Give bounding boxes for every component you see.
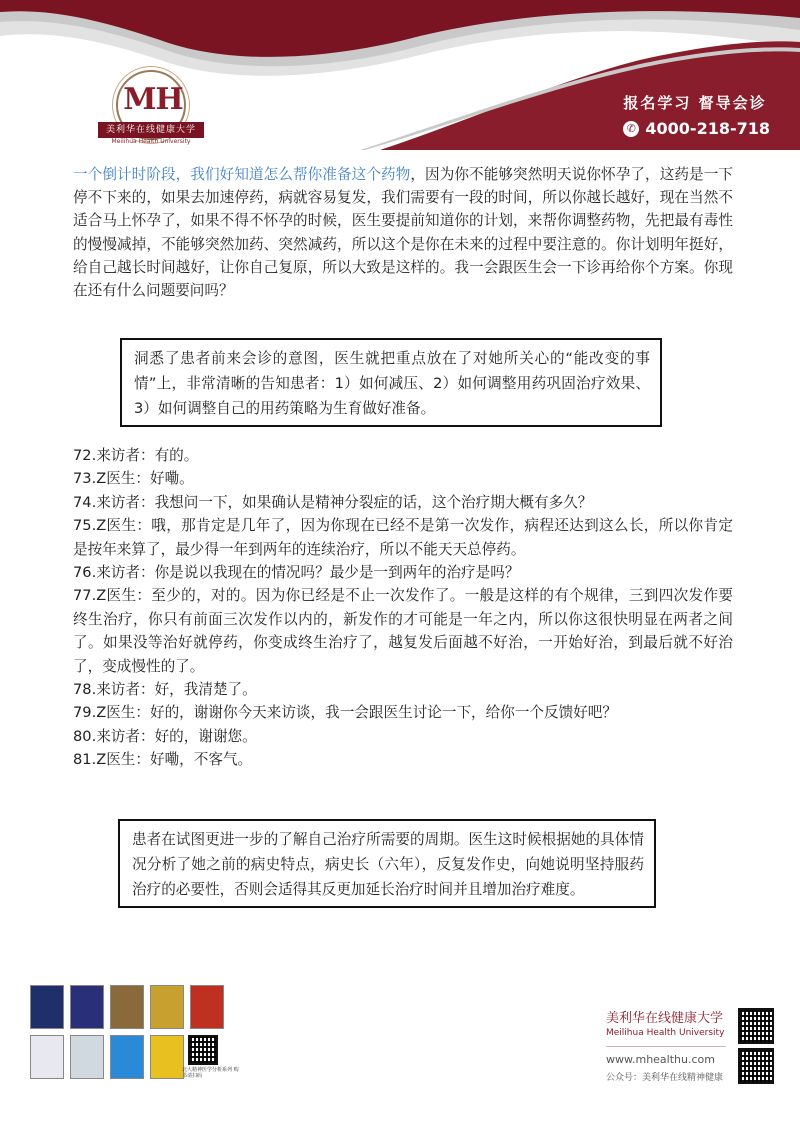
intro-highlight: 一个倒计时阶段，我们好知道怎么帮你准备这个药物 <box>73 166 411 183</box>
book-cover[interactable] <box>30 1035 64 1079</box>
book-cover[interactable] <box>70 1035 104 1079</box>
book-cover[interactable] <box>30 985 64 1029</box>
header-slogan: 报名学习 督导会诊 <box>623 94 767 112</box>
dialog-line: 74.来访者：我想问一下，如果确认是精神分裂症的话，这个治疗期大概有多久？ <box>73 493 593 511</box>
book-cover[interactable] <box>110 1035 144 1079</box>
book-cover[interactable] <box>110 985 144 1029</box>
page-header <box>0 0 800 150</box>
dialog-line: 79.Z医生：好的，谢谢你今天来访谈，我一会跟医生讨论一下，给你一个反馈好吧？ <box>73 704 617 722</box>
logo-ribbon: 美利华在线健康大学 <box>98 122 204 138</box>
logo-initials: MH <box>123 82 183 117</box>
footer-wechat: 公众号：美利华在线精神健康 <box>606 1073 724 1083</box>
wechat-qr-code[interactable] <box>738 1048 774 1084</box>
book-qr-code[interactable] <box>188 1035 218 1065</box>
intro-paragraph <box>73 163 733 302</box>
dialog-line: 78.来访者：好，我清楚了。 <box>73 681 257 699</box>
footer-university: 美利华在线健康大学 <box>606 1011 724 1026</box>
book-cover[interactable] <box>150 985 184 1029</box>
book-cover[interactable] <box>190 985 224 1029</box>
intro-text <box>73 163 733 302</box>
phone-number: 4000-218-718 <box>645 119 770 138</box>
dialog-line: 77.Z医生：至少的，对的。因为你已经是不止一次发作了。一般是这样的有个规律，三到四次发作要终生治疗，你只有前面三次发作以内的，新发作的才可能是一年之内，所以你这很快明显在两者之间了。如果没等治好就停药，你变成终生治疗了，越复发后面越不好治，一开始好治，到最后就不好治了，变成慢性的了。 <box>73 587 733 675</box>
book-cover[interactable] <box>150 1035 184 1079</box>
dialog-transcript <box>73 444 733 772</box>
dialog-line: 75.Z医生：哦，那肯定是几年了，因为你现在已经不是第一次发作，病程还达到这么长，所以你肯定是按年来算了，最少得一年到两年的连续治疗，所以不能天天总停药。 <box>73 517 733 558</box>
phone-icon: ✆ <box>623 121 639 137</box>
website-qr-code[interactable] <box>738 1008 774 1044</box>
footer-brand <box>606 1007 736 1083</box>
dialog-line: 76.来访者：你是说以我现在的情况吗？最少是一到两年的治疗是吗？ <box>73 564 520 582</box>
dialog-line: 81.Z医生：好嘞，不客气。 <box>73 751 253 769</box>
logo-english-name: Meilihua Health University <box>111 138 191 145</box>
dialog-line: 73.Z医生：好嘞。 <box>73 470 194 488</box>
contact-block <box>623 92 770 138</box>
book-qr-caption: 北大精神医学分析系列 购书请扫码 <box>182 1067 239 1079</box>
header-phone <box>623 119 770 138</box>
dialog-line: 72.来访者：有的。 <box>73 447 199 464</box>
dialog-line: 80.来访者：好的，谢谢您。 <box>73 727 257 745</box>
book-cover[interactable] <box>70 985 104 1029</box>
intro-rest: ，因为你不能够突然明天说你怀孕了，这药是一下停不下来的，如果去加速停药，病就容易复发，我们需要有一段的时间，所以你越长越好，现在当然不适合马上怀孕了，如果不得不怀孕的时候，医生要提前知道你的计划，来帮你调整药物，先把最有毒性的慢慢减掉，不能够突然加药、突然减药，所以这个是你在未来的过程中要注意的。你计划明年挺好，给自己越长时间越好，让你自己复原，所以大致是这样的。我一会跟医生会一下诊再给你个方案。你现在还有什么问题要问吗？ <box>73 166 733 300</box>
footer-url[interactable]: www.mhealthu.com <box>606 1053 715 1066</box>
footer-divider <box>606 1046 726 1047</box>
commentary-box-1: 洞悉了患者前来会诊的意图，医生就把重点放在了对她所关心的“能改变的事情”上，非常清晰的告知患者：1）如何减压、2）如何调整用药巩固治疗效果、3）如何调整自己的用药策略为生育做好准备。 <box>120 338 662 427</box>
commentary-box-2: 患者在试图更进一步的了解自己治疗所需要的周期。医生这时候根据她的具体情况分析了她之前的病史特点，病史长（六年），反复发作史，向她说明坚持服药治疗的必要性，否则会适得其反更加延长治疗时间并且增加治疗难度。 <box>118 819 656 908</box>
university-logo <box>98 70 204 152</box>
footer-university-en: Meilihua Health University <box>606 1028 725 1038</box>
